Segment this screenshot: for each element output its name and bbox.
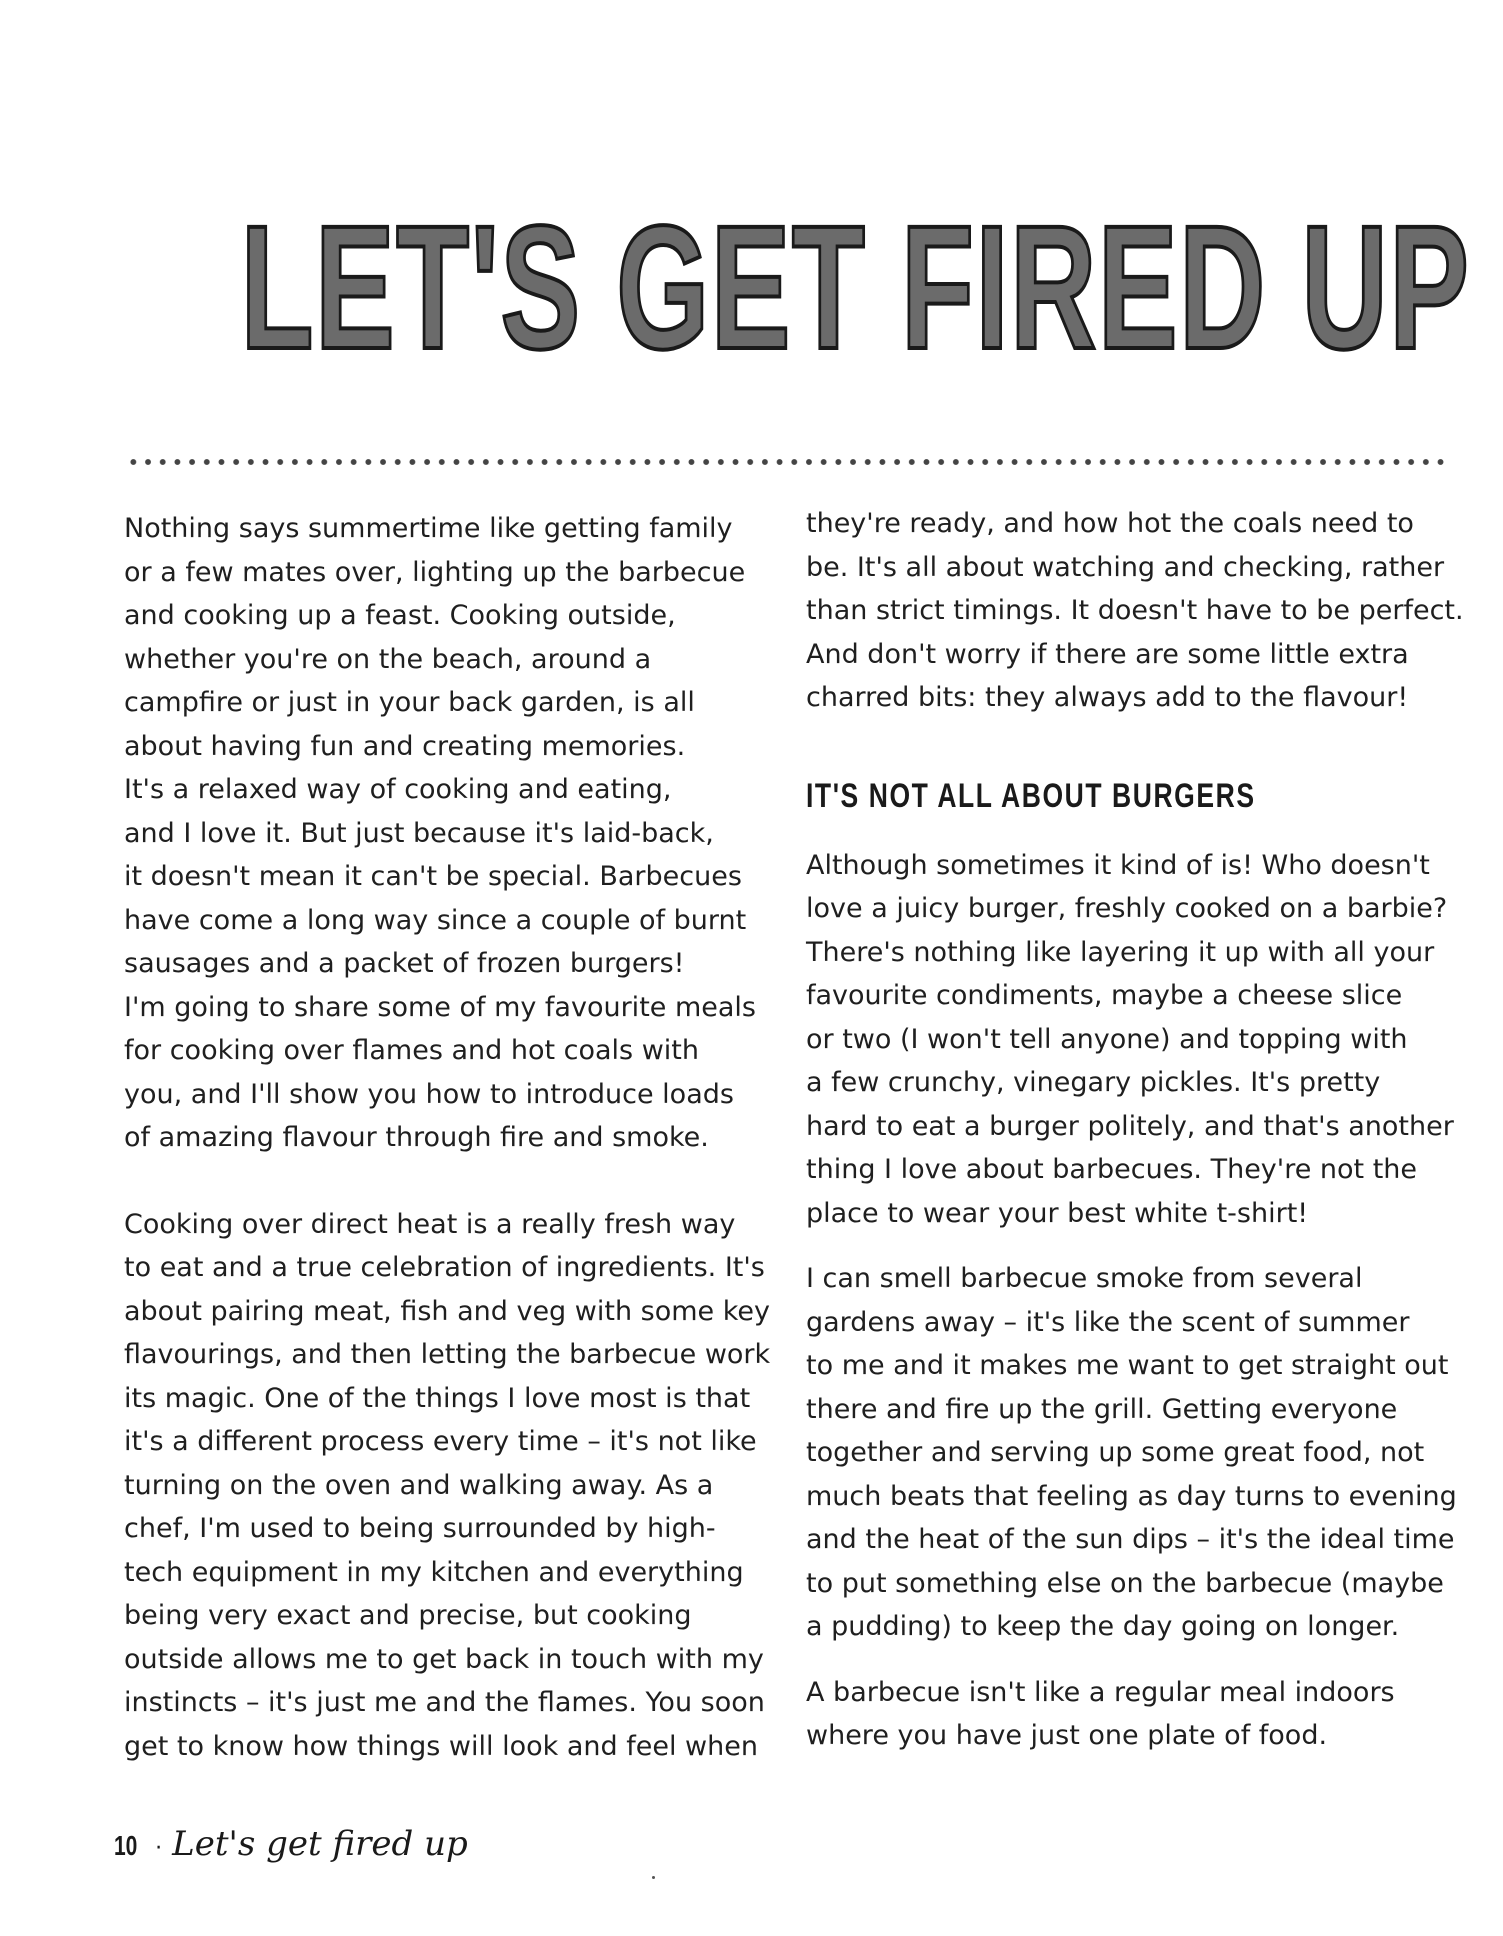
page-number: 10: [114, 1830, 138, 1861]
print-speck: [652, 1876, 655, 1879]
text-line: about pairing meat, fish and veg with some key: [124, 1295, 770, 1327]
text-line: place to wear your best white t-shirt!: [806, 1197, 1309, 1229]
text-line: favourite condiments, maybe a cheese slice: [806, 980, 1403, 1011]
text-line: and the heat of the sun dips – it's the ideal time: [806, 1524, 1455, 1555]
text-line: campfire or just in your back garden, is all: [124, 687, 695, 718]
text-line: get to know how things will look and feel when: [124, 1730, 758, 1762]
text-line: it doesn't mean it can't be special. Barbecues: [124, 861, 742, 892]
text-line: for cooking over flames and hot coals with: [124, 1035, 699, 1066]
text-line: I'm going to share some of my favourite meals: [124, 991, 756, 1023]
text-line: There's nothing like layering it up with all your: [806, 936, 1435, 968]
text-line: it's a different process every time – it's not like: [124, 1426, 757, 1457]
text-line: hard to eat a burger politely, and that's another: [806, 1110, 1454, 1142]
right-column: [806, 502, 1464, 1758]
text-line: tech equipment in my kitchen and everything: [124, 1556, 744, 1588]
text-line: whether you're on the beach, around a: [124, 643, 652, 675]
text-line: to eat and a true celebration of ingredients. It's: [124, 1252, 765, 1283]
text-line: to me and it makes me want to get straight out: [806, 1350, 1449, 1381]
page-title: LET'S GET FIRED UP: [240, 190, 1471, 386]
text-line: of amazing flavour through fire and smoke.: [124, 1122, 709, 1153]
text-line: and cooking up a feast. Cooking outside,: [124, 600, 676, 631]
text-line: Cooking over direct heat is a really fresh way: [124, 1208, 736, 1240]
text-line: sausages and a packet of frozen burgers!: [124, 948, 685, 979]
text-line: there and fire up the grill. Getting everyone: [806, 1393, 1398, 1425]
text-line: a pudding) to keep the day going on longer.: [806, 1611, 1400, 1642]
dotted-divider: [126, 457, 1444, 467]
text-line: chef, I'm used to being surrounded by high-: [124, 1513, 716, 1544]
paragraph-gap: [806, 1649, 1446, 1671]
text-line: Nothing says summertime like getting family: [124, 513, 733, 544]
right-continued-paragraph: [806, 502, 1464, 720]
text-line: turning on the oven and walking away. As a: [124, 1469, 714, 1501]
paragraph-gap: [806, 1235, 1446, 1257]
text-line: being very exact and precise, but cooking: [124, 1600, 692, 1631]
section-heading: IT'S NOT ALL ABOUT BURGERS: [806, 776, 1256, 815]
text-line: be. It's all about watching and checking, rather: [806, 551, 1445, 583]
footer-separator: ·: [155, 1836, 163, 1861]
text-line: than strict timings. It doesn't have to be perfect.: [806, 595, 1464, 626]
text-line: A barbecue isn't like a regular meal indoors: [806, 1676, 1395, 1708]
text-line: I can smell barbecue smoke from several: [806, 1263, 1363, 1294]
text-line: or two (I won't tell anyone) and topping with: [806, 1023, 1408, 1055]
text-line: and I love it. But just because it's laid-back,: [124, 817, 714, 849]
text-line: or a few mates over, lighting up the barbecue: [124, 556, 746, 588]
left-paragraph-2: [124, 1203, 771, 1769]
paragraph-gap: [124, 1160, 744, 1203]
right-paragraph-1: [806, 844, 1454, 1236]
left-paragraph-1: [124, 507, 756, 1160]
right-paragraph-3: [806, 1671, 1446, 1758]
text-line: outside allows me to get back in touch with my: [124, 1643, 764, 1675]
text-line: a few crunchy, vinegary pickles. It's pretty: [806, 1067, 1381, 1098]
text-line: you, and I'll show you how to introduce loads: [124, 1078, 734, 1110]
text-line: And don't worry if there are some little extra: [806, 638, 1409, 670]
text-line: gardens away – it's like the scent of summer: [806, 1306, 1410, 1338]
text-line: instincts – it's just me and the flames. You soon: [124, 1687, 765, 1718]
running-title: Let's get fired up: [172, 1824, 468, 1864]
left-column: [124, 507, 771, 1768]
text-line: thing I love about barbecues. They're not the: [806, 1154, 1418, 1185]
text-line: It's a relaxed way of cooking and eating,: [124, 774, 672, 805]
page-footer: [114, 1824, 468, 1864]
right-paragraph-2: [806, 1257, 1457, 1649]
text-line: about having fun and creating memories.: [124, 730, 686, 762]
text-line: much beats that feeling as day turns to evening: [806, 1480, 1457, 1512]
text-line: where you have just one plate of food.: [806, 1720, 1328, 1751]
text-line: have come a long way since a couple of burnt: [124, 904, 747, 936]
text-line: they're ready, and how hot the coals need to: [806, 508, 1414, 539]
text-line: to put something else on the barbecue (maybe: [806, 1567, 1444, 1599]
text-line: together and serving up some great food, not: [806, 1437, 1425, 1468]
text-line: flavourings, and then letting the barbecue work: [124, 1339, 771, 1370]
text-line: charred bits: they always add to the flavour!: [806, 682, 1409, 713]
text-line: love a juicy burger, freshly cooked on a barbie?: [806, 893, 1448, 924]
text-line: its magic. One of the things I love most is that: [124, 1382, 751, 1414]
text-line: Although sometimes it kind of is! Who doesn't: [806, 849, 1430, 881]
